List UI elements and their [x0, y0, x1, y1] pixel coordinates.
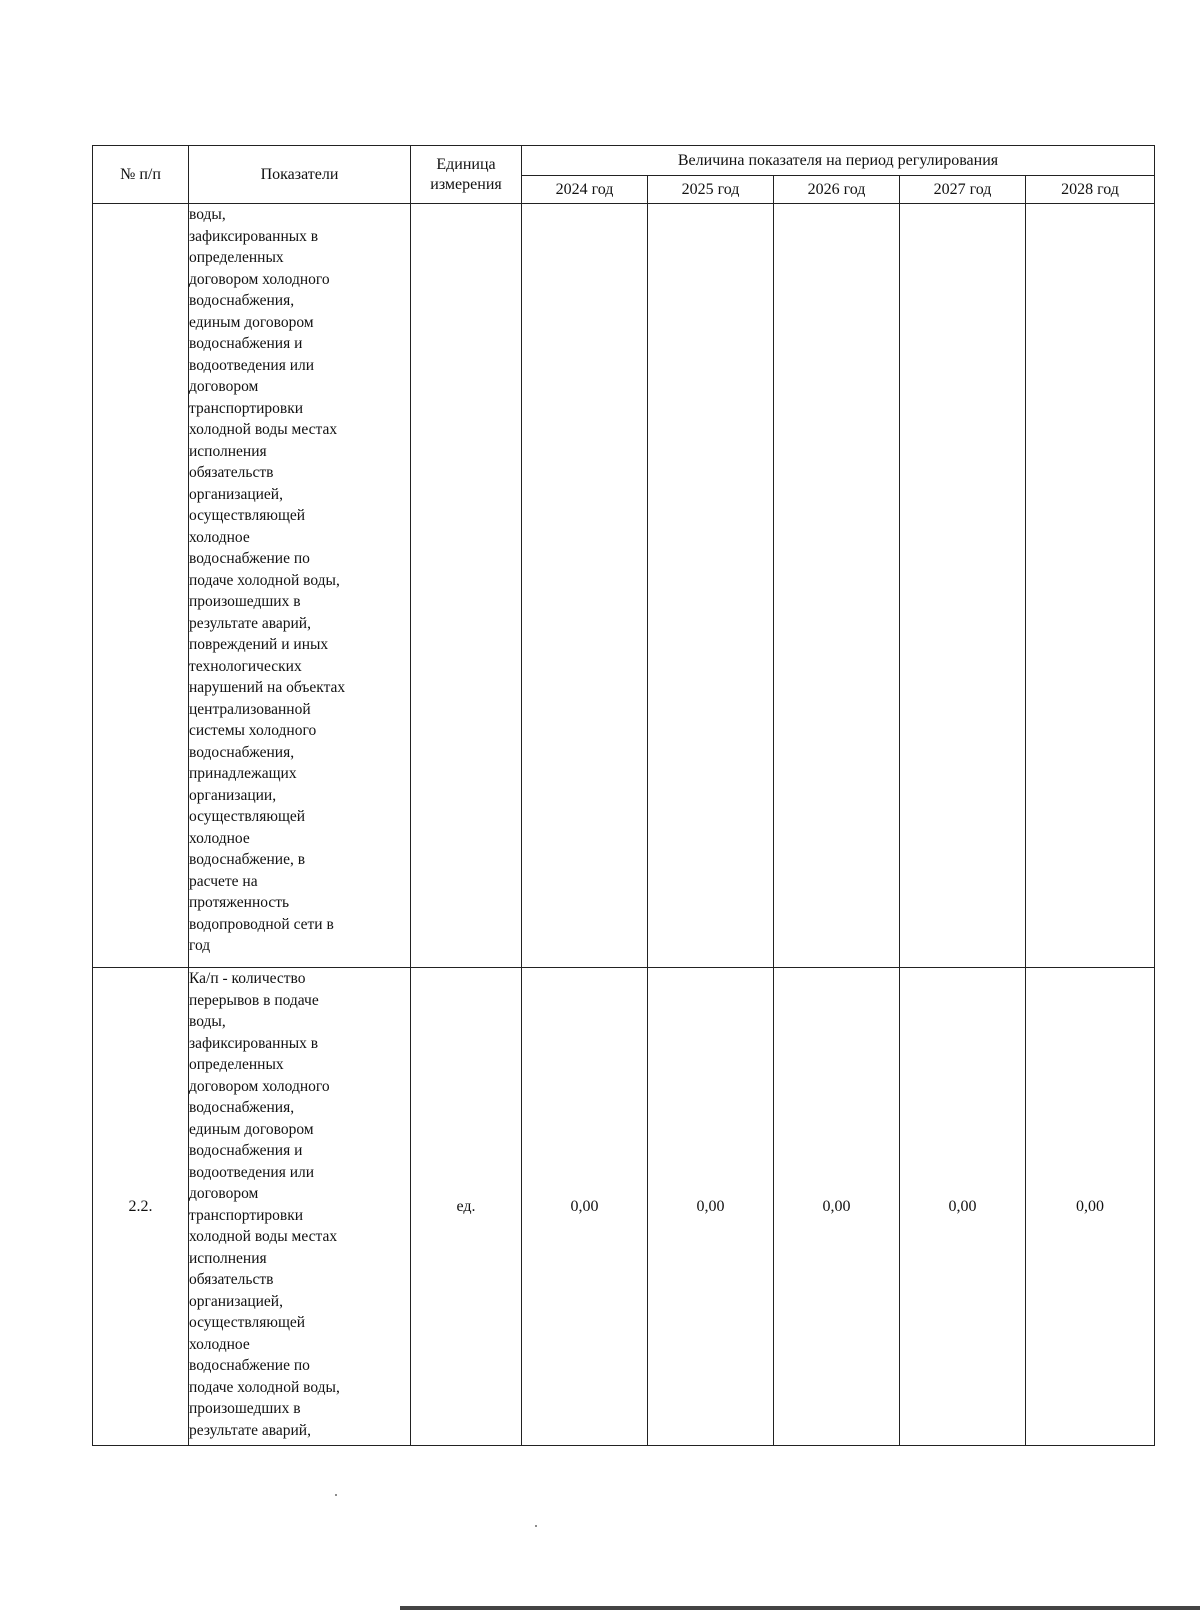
row-value-2025: 0,00	[648, 968, 774, 1446]
header-year-2024: 2024 год	[522, 176, 648, 204]
header-year-2028: 2028 год	[1026, 176, 1155, 204]
indicators-table	[92, 145, 1155, 1446]
header-indicators: Показатели	[189, 146, 411, 204]
row-value-2028	[1026, 204, 1155, 968]
scan-edge-line	[400, 1606, 1200, 1610]
row-value-2026: 0,00	[774, 968, 900, 1446]
table-row	[93, 204, 1155, 968]
header-year-2026: 2026 год	[774, 176, 900, 204]
header-year-2027: 2027 год	[900, 176, 1026, 204]
header-year-2025: 2025 год	[648, 176, 774, 204]
row-value-2024: 0,00	[522, 968, 648, 1446]
scan-speck	[335, 1494, 337, 1496]
header-unit: Единица измерения	[411, 146, 522, 204]
row-value-2024	[522, 204, 648, 968]
row-unit: ед.	[411, 968, 522, 1446]
row-num: 2.2.	[93, 968, 189, 1446]
header-period: Величина показателя на период регулирования	[522, 146, 1155, 176]
row-unit	[411, 204, 522, 968]
row-value-2025	[648, 204, 774, 968]
row-indicator: воды, зафиксированных в определенных договором холодного водоснабжения, единым договором водоснабжения и водоотведения или договором транспортировки холодной воды местах исполнения обязательств организацией, осуществляющей холодное водоснабжение по подаче холодной воды, произошедших в результате аварий, повреждений и иных технологических нарушений на объектах централизованной системы холодного водоснабжения, принадлежащих организации, осуществляющей холодное водоснабжение, в расчете на протяженность водопроводной сети в год	[189, 204, 411, 968]
header-num: № п/п	[93, 146, 189, 204]
row-value-2028: 0,00	[1026, 968, 1155, 1446]
row-value-2027	[900, 204, 1026, 968]
row-value-2027: 0,00	[900, 968, 1026, 1446]
scan-speck	[535, 1525, 537, 1527]
table-row	[93, 968, 1155, 1446]
row-indicator: Ка/п - количество перерывов в подаче воды, зафиксированных в определенных договором холодного водоснабжения, единым договором водоснабжения и водоотведения или договором транспортировки холодной воды местах исполнения обязательств организацией, осуществляющей холодное водоснабжение по подаче холодной воды, произошедших в результате аварий,	[189, 968, 411, 1446]
row-value-2026	[774, 204, 900, 968]
row-num	[93, 204, 189, 968]
